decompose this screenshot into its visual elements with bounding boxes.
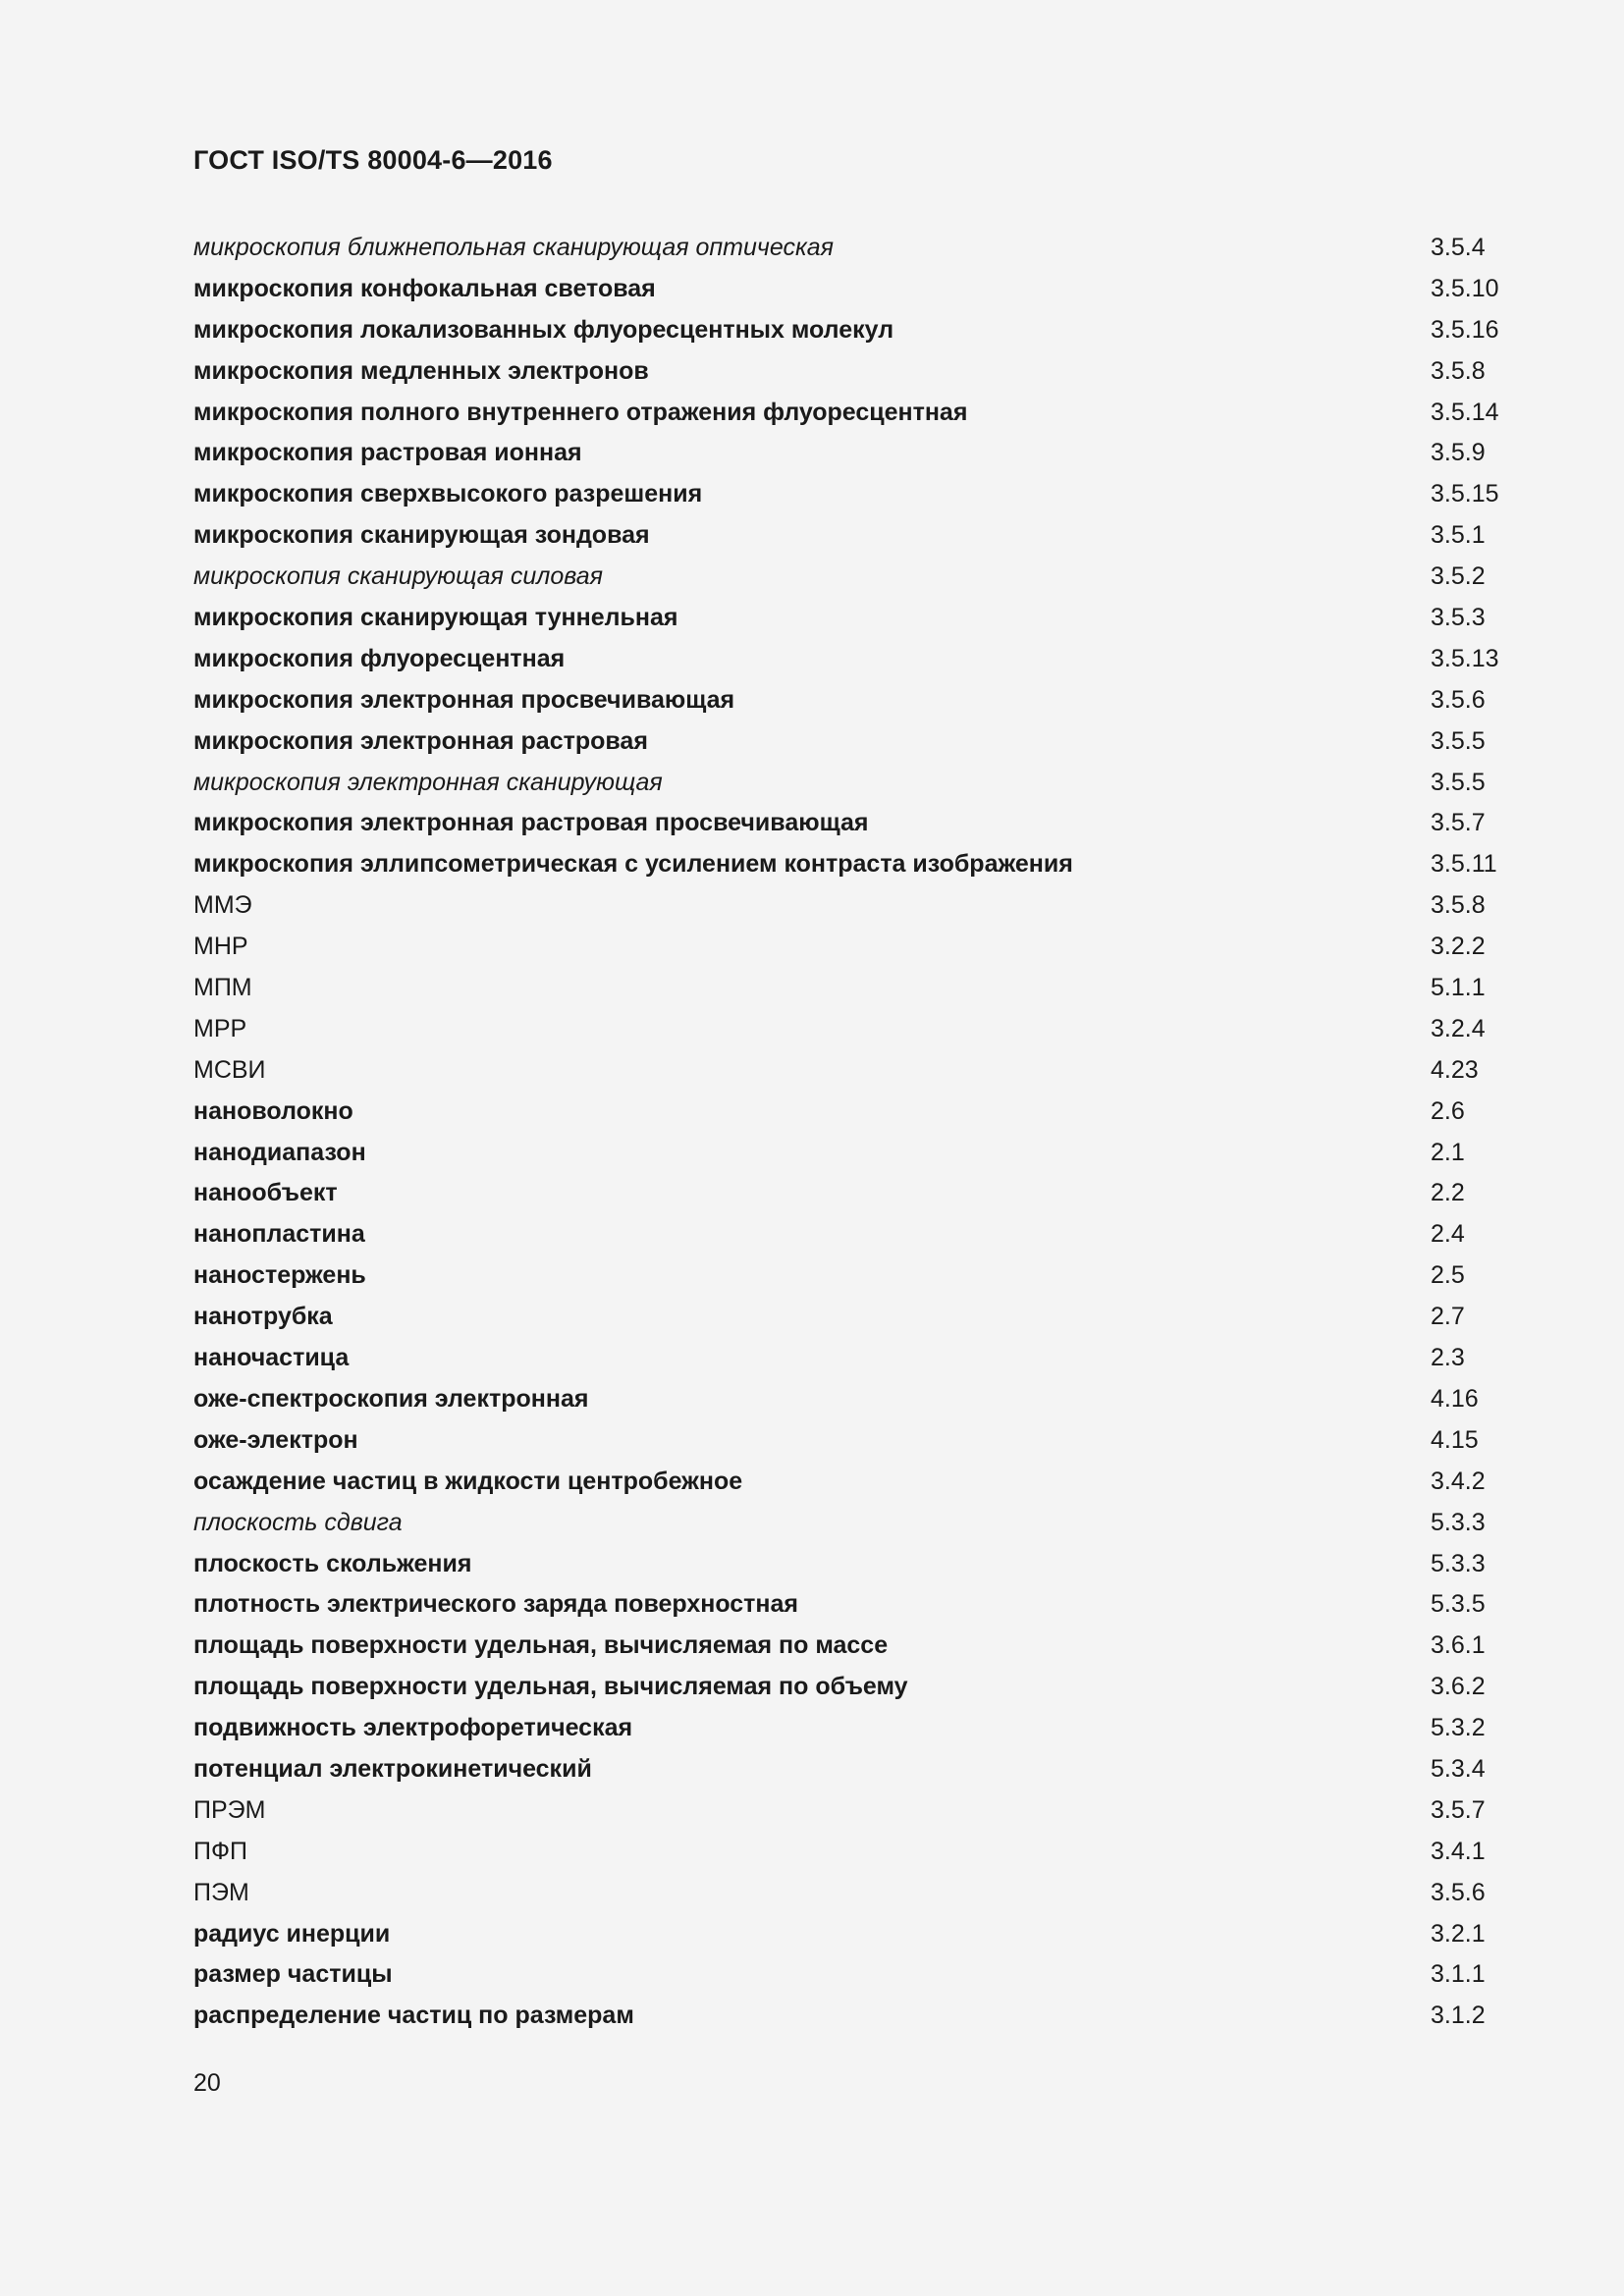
index-term: МСВИ bbox=[193, 1055, 266, 1084]
index-term: оже-электрон bbox=[193, 1425, 358, 1454]
index-ref: 4.23 bbox=[1431, 1055, 1479, 1084]
index-term: нанообъект bbox=[193, 1179, 338, 1207]
index-entry bbox=[193, 1996, 1499, 2037]
index-ref: 3.2.2 bbox=[1431, 933, 1486, 961]
index-ref: 5.3.2 bbox=[1431, 1714, 1486, 1742]
index-entry bbox=[193, 927, 1499, 968]
index-term: микроскопия сканирующая туннельная bbox=[193, 604, 678, 632]
index-ref: 3.5.2 bbox=[1431, 562, 1486, 591]
index-term: МНР bbox=[193, 933, 248, 961]
index-term: размер частицы bbox=[193, 1960, 393, 1989]
index-term: микроскопия ближнепольная сканирующая оптическая bbox=[193, 234, 835, 261]
index-entry bbox=[193, 228, 1499, 269]
index-term: микроскопия сканирующая силовая bbox=[193, 562, 603, 591]
index-entry bbox=[193, 557, 1499, 598]
index-entry bbox=[193, 763, 1499, 804]
index-entry bbox=[193, 803, 1499, 844]
index-entry bbox=[193, 1832, 1499, 1873]
index-term: МРР bbox=[193, 1014, 247, 1042]
index-term: площадь поверхности удельная, вычисляемая по массе bbox=[193, 1631, 889, 1660]
term-index-list bbox=[193, 228, 1499, 2037]
index-ref: 3.1.1 bbox=[1431, 1960, 1486, 1989]
index-ref: 3.6.1 bbox=[1431, 1631, 1486, 1660]
index-ref: 3.5.4 bbox=[1431, 234, 1486, 261]
index-term: микроскопия полного внутреннего отражения флуоресцентная bbox=[193, 398, 968, 426]
index-term: МПМ bbox=[193, 974, 252, 1002]
index-entry bbox=[193, 1790, 1499, 1832]
index-ref: 3.6.2 bbox=[1431, 1673, 1486, 1701]
index-entry bbox=[193, 1873, 1499, 1914]
index-term: нанопластина bbox=[193, 1220, 365, 1249]
index-ref: 5.3.5 bbox=[1431, 1590, 1486, 1619]
index-entry bbox=[193, 968, 1499, 1009]
index-entry bbox=[193, 515, 1499, 557]
index-ref: 3.2.4 bbox=[1431, 1014, 1486, 1042]
index-ref: 3.5.5 bbox=[1431, 726, 1486, 755]
index-term: оже-спектроскопия электронная bbox=[193, 1384, 589, 1413]
index-ref: 3.5.10 bbox=[1431, 274, 1499, 302]
index-entry bbox=[193, 1297, 1499, 1338]
index-term: нанодиапазон bbox=[193, 1138, 366, 1166]
index-entry bbox=[193, 433, 1499, 474]
index-ref: 2.5 bbox=[1431, 1261, 1465, 1290]
index-entry bbox=[193, 844, 1499, 885]
index-term: наностержень bbox=[193, 1261, 366, 1290]
index-term: осаждение частиц в жидкости центробежное bbox=[193, 1467, 743, 1495]
index-entry bbox=[193, 1214, 1499, 1255]
index-term: микроскопия локализованных флуоресцентных молекул bbox=[193, 315, 894, 344]
index-ref: 3.5.3 bbox=[1431, 604, 1486, 632]
index-ref: 3.2.1 bbox=[1431, 1919, 1486, 1948]
index-entry bbox=[193, 1338, 1499, 1379]
index-entry bbox=[193, 1667, 1499, 1708]
index-ref: 3.5.14 bbox=[1431, 398, 1499, 426]
index-term: микроскопия эллипсометрическая с усилением контраста изображения bbox=[193, 850, 1073, 879]
index-term: ММЭ bbox=[193, 891, 252, 920]
index-entry bbox=[193, 393, 1499, 434]
index-entry bbox=[193, 351, 1499, 393]
index-ref: 3.5.8 bbox=[1431, 356, 1486, 385]
index-term: плотность электрического заряда поверхностная bbox=[193, 1590, 799, 1619]
index-ref: 2.7 bbox=[1431, 1303, 1465, 1331]
index-ref: 3.5.6 bbox=[1431, 685, 1486, 714]
index-entry bbox=[193, 1462, 1499, 1503]
index-ref: 3.5.8 bbox=[1431, 891, 1486, 920]
index-entry bbox=[193, 1050, 1499, 1092]
index-ref: 5.3.3 bbox=[1431, 1549, 1486, 1577]
index-entry bbox=[193, 1626, 1499, 1667]
index-entry bbox=[193, 1749, 1499, 1790]
index-ref: 3.4.2 bbox=[1431, 1467, 1486, 1495]
index-ref: 2.4 bbox=[1431, 1220, 1465, 1249]
index-entry bbox=[193, 1092, 1499, 1133]
index-term: ПРЭМ bbox=[193, 1795, 266, 1824]
index-entry bbox=[193, 310, 1499, 351]
index-term: нанотрубка bbox=[193, 1303, 333, 1331]
index-ref: 3.1.2 bbox=[1431, 2002, 1486, 2030]
index-entry bbox=[193, 680, 1499, 721]
index-term: микроскопия конфокальная световая bbox=[193, 274, 656, 302]
index-term: микроскопия растровая ионная bbox=[193, 439, 582, 467]
index-ref: 2.1 bbox=[1431, 1138, 1465, 1166]
index-ref: 3.5.9 bbox=[1431, 439, 1486, 467]
index-ref: 2.2 bbox=[1431, 1179, 1465, 1207]
index-ref: 3.5.16 bbox=[1431, 315, 1499, 344]
index-ref: 5.3.4 bbox=[1431, 1754, 1486, 1783]
index-ref: 5.3.3 bbox=[1431, 1508, 1486, 1536]
document-header: ГОСТ ISO/TS 80004-6—2016 bbox=[193, 145, 553, 175]
index-entry bbox=[193, 1009, 1499, 1050]
index-ref: 4.16 bbox=[1431, 1384, 1479, 1413]
index-term: микроскопия сканирующая зондовая bbox=[193, 521, 650, 550]
index-entry bbox=[193, 885, 1499, 927]
index-entry bbox=[193, 474, 1499, 515]
index-term: подвижность электрофоретическая bbox=[193, 1714, 633, 1742]
index-entry bbox=[193, 1379, 1499, 1420]
index-term: микроскопия электронная сканирующая bbox=[193, 768, 663, 796]
index-entry bbox=[193, 1173, 1499, 1214]
index-term: потенциал электрокинетический bbox=[193, 1754, 592, 1783]
index-term: радиус инерции bbox=[193, 1919, 391, 1948]
index-entry bbox=[193, 1420, 1499, 1462]
index-term: плоскость сдвига bbox=[193, 1508, 403, 1536]
index-entry bbox=[193, 1708, 1499, 1749]
index-entry bbox=[193, 269, 1499, 310]
index-term: ПФП bbox=[193, 1837, 247, 1865]
index-ref: 3.5.7 bbox=[1431, 1795, 1486, 1824]
index-entry bbox=[193, 1914, 1499, 1955]
index-entry bbox=[193, 1255, 1499, 1297]
index-term: плоскость скольжения bbox=[193, 1549, 472, 1577]
index-ref: 3.5.11 bbox=[1431, 850, 1497, 879]
index-ref: 3.5.13 bbox=[1431, 644, 1499, 672]
index-entry bbox=[193, 721, 1499, 763]
index-term: наночастица bbox=[193, 1344, 350, 1372]
index-ref: 3.5.5 bbox=[1431, 768, 1486, 796]
index-entry bbox=[193, 639, 1499, 680]
index-entry bbox=[193, 1503, 1499, 1544]
index-ref: 3.5.7 bbox=[1431, 809, 1486, 837]
index-entry bbox=[193, 598, 1499, 639]
index-term: микроскопия флуоресцентная bbox=[193, 644, 566, 672]
index-ref: 2.6 bbox=[1431, 1096, 1465, 1125]
index-term: нановолокно bbox=[193, 1096, 353, 1125]
index-ref: 4.15 bbox=[1431, 1425, 1479, 1454]
page-number: 20 bbox=[193, 2069, 221, 2097]
index-ref: 3.5.6 bbox=[1431, 1878, 1486, 1906]
index-ref: 5.1.1 bbox=[1431, 974, 1486, 1002]
index-entry bbox=[193, 1544, 1499, 1585]
index-term: микроскопия сверхвысокого разрешения bbox=[193, 480, 703, 508]
index-ref: 3.4.1 bbox=[1431, 1837, 1486, 1865]
index-term: микроскопия электронная растровая bbox=[193, 726, 648, 755]
index-entry bbox=[193, 1954, 1499, 1996]
index-term: распределение частиц по размерам bbox=[193, 2002, 634, 2030]
index-term: площадь поверхности удельная, вычисляемая по объему bbox=[193, 1673, 908, 1701]
index-term: микроскопия электронная просвечивающая bbox=[193, 685, 735, 714]
index-ref: 3.5.15 bbox=[1431, 480, 1499, 508]
index-entry bbox=[193, 1584, 1499, 1626]
index-term: микроскопия медленных электронов bbox=[193, 356, 649, 385]
index-entry bbox=[193, 1133, 1499, 1174]
index-term: микроскопия электронная растровая просвечивающая bbox=[193, 809, 869, 837]
index-ref: 2.3 bbox=[1431, 1344, 1465, 1372]
index-ref: 3.5.1 bbox=[1431, 521, 1486, 550]
index-term: ПЭМ bbox=[193, 1878, 249, 1906]
